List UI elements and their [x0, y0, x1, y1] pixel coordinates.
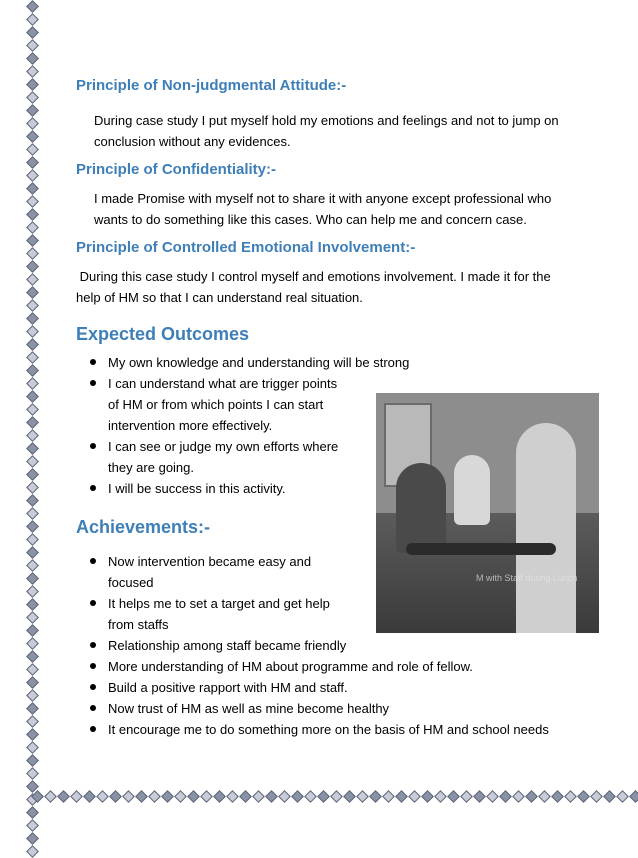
diamond-ornament: [291, 790, 304, 803]
diamond-ornament: [83, 790, 96, 803]
diamond-ornament: [26, 130, 39, 143]
diamond-ornament: [26, 741, 39, 754]
diamond-ornament: [44, 790, 57, 803]
diamond-ornament: [590, 790, 603, 803]
diamond-ornament: [26, 286, 39, 299]
bottom-diamond-border: [30, 788, 638, 804]
text-line: wants to do something like this cases. Who can help me and concern case.: [94, 212, 527, 227]
diamond-ornament: [26, 650, 39, 663]
text-line: intervention more effectively.: [108, 418, 273, 433]
diamond-ornament: [26, 195, 39, 208]
meeting-photo: [376, 393, 599, 633]
diamond-ornament: [616, 790, 629, 803]
list-item: [76, 373, 380, 436]
text-line: It encourage me to do something more on the basis of HM and school needs: [108, 722, 549, 737]
diamond-ornament: [26, 468, 39, 481]
text-line: I can see or judge my own efforts where: [108, 439, 339, 454]
diamond-ornament: [26, 182, 39, 195]
diamond-ornament: [26, 52, 39, 65]
diamond-ornament: [26, 208, 39, 221]
diamond-ornament: [499, 790, 512, 803]
text-line: Relationship among staff became friendly: [108, 638, 347, 653]
list-item: [76, 719, 596, 740]
diamond-ornament: [26, 273, 39, 286]
principle-text-non-judgmental: [76, 110, 596, 152]
diamond-ornament: [31, 790, 44, 803]
diamond-ornament: [26, 260, 39, 273]
diamond-ornament: [26, 806, 39, 819]
diamond-ornament: [26, 442, 39, 455]
diamond-ornament: [26, 325, 39, 338]
diamond-ornament: [317, 790, 330, 803]
diamond-ornament: [603, 790, 616, 803]
principle-heading-non-judgmental: Principle of Non-judgmental Attitude:-: [76, 77, 347, 94]
diamond-ornament: [26, 429, 39, 442]
diamond-ornament: [460, 790, 473, 803]
diamond-ornament: [265, 790, 278, 803]
diamond-ornament: [26, 715, 39, 728]
diamond-ornament: [473, 790, 486, 803]
diamond-ornament: [174, 790, 187, 803]
text-line: It helps me to set a target and get help: [108, 596, 330, 611]
diamond-ornament: [26, 234, 39, 247]
diamond-ornament: [525, 790, 538, 803]
diamond-ornament: [408, 790, 421, 803]
diamond-ornament: [26, 156, 39, 169]
list-item: [76, 677, 596, 698]
diamond-ornament: [26, 494, 39, 507]
text-line: conclusion without any evidences.: [94, 134, 291, 149]
expected-outcomes-heading: Expected Outcomes: [76, 324, 250, 344]
diamond-ornament: [26, 546, 39, 559]
diamond-ornament: [26, 754, 39, 767]
diamond-ornament: [395, 790, 408, 803]
diamond-ornament: [26, 832, 39, 845]
diamond-ornament: [187, 790, 200, 803]
photo-table: [406, 543, 556, 555]
diamond-ornament: [70, 790, 83, 803]
photo-person-seated-back: [454, 455, 490, 525]
diamond-ornament: [577, 790, 590, 803]
text-line: During this case study I control myself and emotions involvement. I made it for the: [76, 269, 551, 284]
diamond-ornament: [26, 507, 39, 520]
bullet-icon: [90, 642, 96, 648]
text-line: Build a positive rapport with HM and staff.: [108, 680, 348, 695]
diamond-ornament: [26, 767, 39, 780]
bullet-icon: [90, 359, 96, 365]
diamond-ornament: [26, 65, 39, 78]
photo-person-standing: [516, 423, 576, 633]
diamond-ornament: [26, 416, 39, 429]
diamond-ornament: [304, 790, 317, 803]
diamond-ornament: [239, 790, 252, 803]
text-line: from staffs: [108, 617, 169, 632]
diamond-ornament: [26, 728, 39, 741]
diamond-ornament: [26, 689, 39, 702]
diamond-ornament: [343, 790, 356, 803]
diamond-ornament: [148, 790, 161, 803]
list-item: [76, 698, 596, 719]
diamond-ornament: [96, 790, 109, 803]
diamond-ornament: [26, 143, 39, 156]
text-line: focused: [108, 575, 154, 590]
diamond-ornament: [26, 481, 39, 494]
text-line: they are going.: [108, 460, 195, 475]
diamond-ornament: [26, 104, 39, 117]
diamond-ornament: [26, 663, 39, 676]
diamond-ornament: [57, 790, 70, 803]
diamond-ornament: [369, 790, 382, 803]
diamond-ornament: [26, 169, 39, 182]
diamond-ornament: [109, 790, 122, 803]
diamond-ornament: [26, 91, 39, 104]
diamond-ornament: [421, 790, 434, 803]
diamond-ornament: [26, 351, 39, 364]
list-item: [76, 635, 596, 656]
diamond-ornament: [26, 533, 39, 546]
achievements-heading: Achievements:-: [76, 517, 211, 537]
bullet-icon: [90, 705, 96, 711]
list-item: [76, 656, 596, 677]
principle-text-controlled-emotional: [76, 266, 596, 308]
text-line: I can understand what are trigger points: [108, 376, 338, 391]
diamond-ornament: [26, 403, 39, 416]
text-line: of HM or from which points I can start: [108, 397, 324, 412]
bullet-icon: [90, 558, 96, 564]
bullet-icon: [90, 485, 96, 491]
text-line: I made Promise with myself not to share it with anyone except professional who: [94, 191, 552, 206]
text-line: During case study I put myself hold my emotions and feelings and not to jump on: [94, 113, 559, 128]
diamond-ornament: [26, 624, 39, 637]
diamond-ornament: [26, 585, 39, 598]
diamond-ornament: [26, 39, 39, 52]
diamond-ornament: [26, 364, 39, 377]
bullet-icon: [90, 663, 96, 669]
text-line: Now trust of HM as well as mine become healthy: [108, 701, 390, 716]
text-line: My own knowledge and understanding will be strong: [108, 355, 410, 370]
diamond-ornament: [26, 247, 39, 260]
diamond-ornament: [26, 26, 39, 39]
principle-heading-controlled-emotional: Principle of Controlled Emotional Involvement:-: [76, 239, 416, 256]
list-item: [76, 352, 596, 373]
text-line: help of HM so that I can understand real situation.: [76, 290, 363, 305]
diamond-ornament: [26, 598, 39, 611]
text-line: I will be success in this activity.: [108, 481, 286, 496]
diamond-ornament: [226, 790, 239, 803]
text-line: Now intervention became easy and: [108, 554, 312, 569]
diamond-ornament: [26, 390, 39, 403]
diamond-ornament: [26, 221, 39, 234]
list-item: [76, 551, 380, 593]
principle-text-confidentiality: [76, 188, 596, 230]
bullet-icon: [90, 443, 96, 449]
bullet-icon: [90, 726, 96, 732]
text-line: More understanding of HM about programme and role of fellow.: [108, 659, 473, 674]
diamond-ornament: [135, 790, 148, 803]
diamond-ornament: [26, 0, 39, 13]
diamond-ornament: [26, 702, 39, 715]
diamond-ornament: [26, 455, 39, 468]
diamond-ornament: [26, 299, 39, 312]
bullet-icon: [90, 684, 96, 690]
diamond-ornament: [161, 790, 174, 803]
list-item: [76, 593, 380, 635]
diamond-ornament: [26, 520, 39, 533]
diamond-ornament: [213, 790, 226, 803]
diamond-ornament: [26, 559, 39, 572]
diamond-ornament: [382, 790, 395, 803]
diamond-ornament: [26, 572, 39, 585]
diamond-ornament: [26, 338, 39, 351]
diamond-ornament: [629, 790, 638, 803]
diamond-ornament: [551, 790, 564, 803]
diamond-ornament: [447, 790, 460, 803]
diamond-ornament: [26, 13, 39, 26]
diamond-ornament: [26, 377, 39, 390]
diamond-ornament: [26, 312, 39, 325]
diamond-ornament: [356, 790, 369, 803]
diamond-ornament: [564, 790, 577, 803]
diamond-ornament: [434, 790, 447, 803]
diamond-ornament: [330, 790, 343, 803]
diamond-ornament: [538, 790, 551, 803]
diamond-ornament: [26, 117, 39, 130]
diamond-ornament: [252, 790, 265, 803]
bullet-icon: [90, 380, 96, 386]
principle-heading-confidentiality: Principle of Confidentiality:-: [76, 161, 277, 178]
diamond-ornament: [486, 790, 499, 803]
diamond-ornament: [512, 790, 525, 803]
photo-caption: M with Staff during Lunch: [476, 573, 578, 583]
diamond-ornament: [26, 78, 39, 91]
photo-person-seated-left: [396, 463, 446, 553]
bullet-icon: [90, 600, 96, 606]
diamond-ornament: [278, 790, 291, 803]
list-item: [76, 436, 380, 478]
diamond-ornament: [26, 845, 39, 858]
diamond-ornament: [26, 637, 39, 650]
diamond-ornament: [26, 676, 39, 689]
diamond-ornament: [26, 611, 39, 624]
diamond-ornament: [200, 790, 213, 803]
diamond-ornament: [122, 790, 135, 803]
left-diamond-border: [24, 0, 40, 790]
